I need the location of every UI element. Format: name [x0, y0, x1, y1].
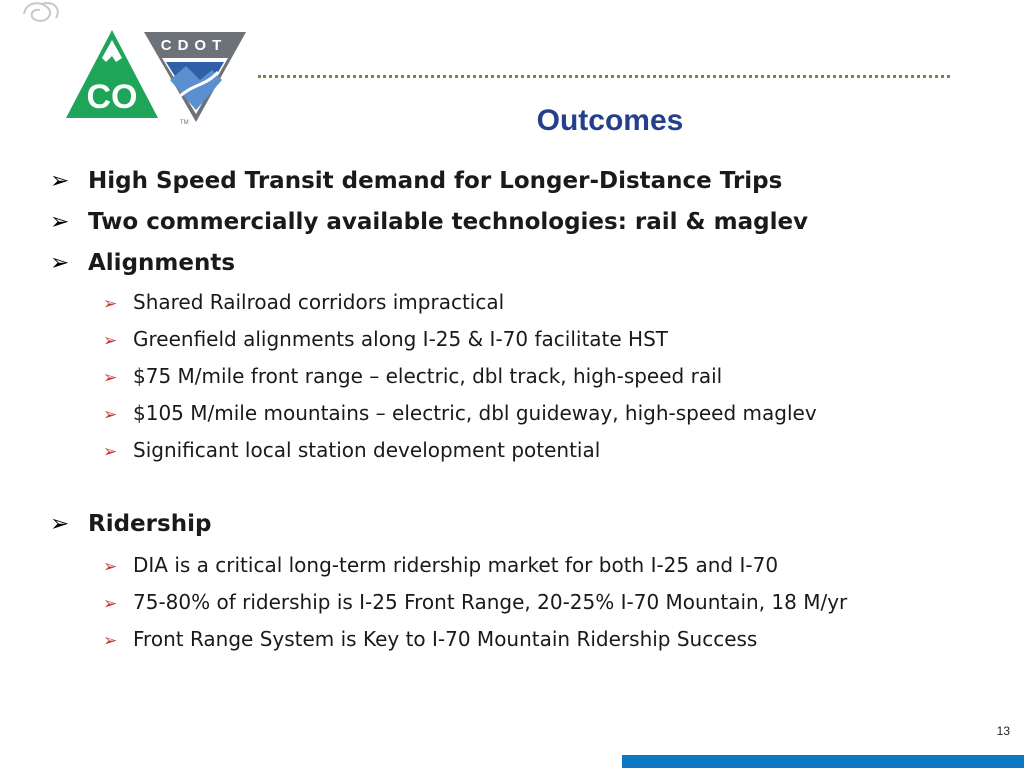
sub-bullet-item	[103, 438, 600, 462]
sub-bullet-item	[103, 327, 668, 351]
arrow-bullet-icon: ➢	[103, 294, 118, 314]
sub-bullet-item	[103, 627, 757, 651]
co-text: CO	[86, 78, 138, 116]
sub-bullet-item	[103, 290, 504, 314]
sub-bullet-item	[103, 553, 778, 577]
bullet-text: High Speed Transit demand for Longer-Distance Trips	[88, 168, 783, 194]
arrow-bullet-icon: ➢	[50, 209, 70, 235]
arrow-bullet-icon: ➢	[50, 168, 70, 194]
sub-bullet-item	[103, 590, 847, 614]
slide-title: Outcomes	[536, 104, 684, 137]
arrow-bullet-icon: ➢	[103, 368, 118, 388]
sub-bullet-item	[103, 364, 722, 388]
page-number: 13	[996, 724, 1010, 738]
arrow-bullet-icon: ➢	[50, 250, 70, 276]
bullet-item	[50, 250, 235, 276]
arrow-bullet-icon: ➢	[50, 511, 70, 537]
bullet-text: Two commercially available technologies: rail & maglev	[88, 209, 809, 235]
trademark-text: TM	[180, 120, 189, 126]
bullet-item	[50, 168, 782, 194]
sub-bullet-text: Greenfield alignments along I-25 & I-70 facilitate HST	[133, 327, 668, 351]
sub-bullet-text: DIA is a critical long-term ridership market for both I-25 and I-70	[133, 553, 779, 577]
bullet-text: Alignments	[88, 250, 236, 276]
arrow-bullet-icon: ➢	[103, 631, 118, 651]
sub-bullet-text: Front Range System is Key to I-70 Mountain Ridership Success	[133, 627, 758, 651]
sub-bullet-text: Shared Railroad corridors impractical	[133, 290, 505, 314]
footer-accent-bar	[622, 755, 1024, 768]
arrow-bullet-icon: ➢	[103, 594, 118, 614]
arrow-bullet-icon: ➢	[103, 557, 118, 577]
cdot-text: CDOT	[160, 37, 228, 54]
sub-bullet-text: $105 M/mile mountains – electric, dbl guideway, high-speed maglev	[133, 401, 817, 425]
sub-bullet-text: Significant local station development potential	[133, 438, 601, 462]
bullet-item	[50, 209, 808, 235]
bullet-text: Ridership	[88, 511, 212, 537]
sub-bullet-item	[103, 401, 817, 425]
bullet-item	[50, 511, 211, 537]
arrow-bullet-icon: ➢	[103, 405, 118, 425]
sub-bullet-text: $75 M/mile front range – electric, dbl track, high-speed rail	[133, 364, 723, 388]
arrow-bullet-icon: ➢	[103, 442, 118, 462]
arrow-bullet-icon: ➢	[103, 331, 118, 351]
sub-bullet-text: 75-80% of ridership is I-25 Front Range, 20-25% I-70 Mountain, 18 M/yr	[133, 590, 848, 614]
